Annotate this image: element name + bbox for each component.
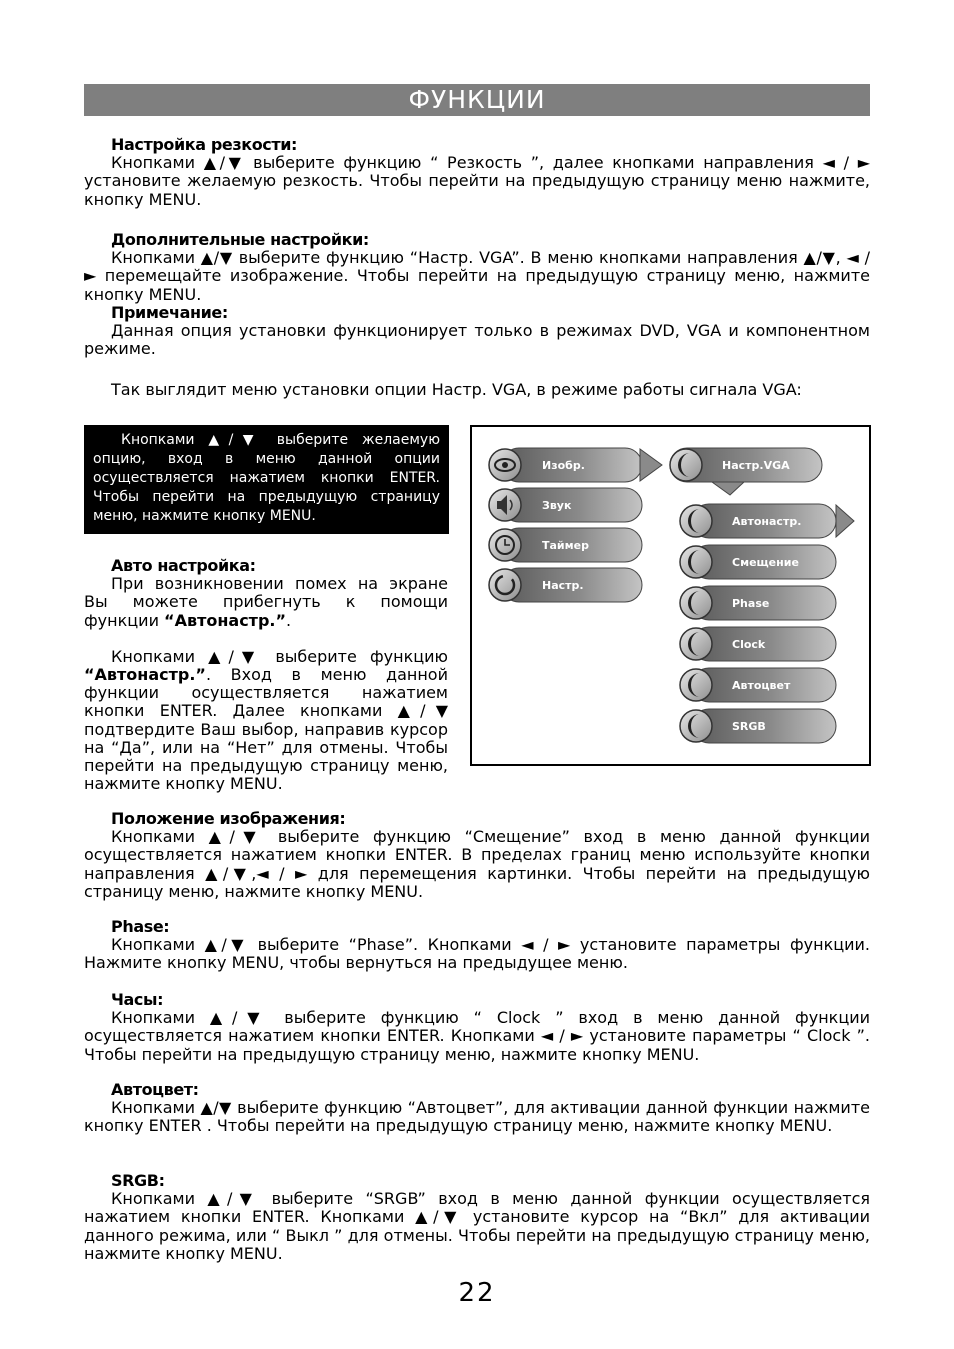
- text-run: . Вход в меню данной функции осуществляется нажатием кнопки ENTER. Далее кнопками ▲/▼ подтвердите Ваш выбор, направив курсор на “Да”, или на “Нет” для отмены. Чтобы перейти на предыдущую страницу меню, нажмите кнопку MENU.: [84, 665, 448, 794]
- osd-menu-illustration: [470, 425, 871, 766]
- menu-right-label: SRGB: [732, 720, 766, 733]
- section-phase: [84, 918, 870, 973]
- note-text: Данная опция установки функционирует только в режимах DVD, VGA и компонентном режиме.: [84, 321, 870, 359]
- menu-left-label: Изобр.: [542, 459, 585, 472]
- section-text: Кнопками ▲/▼ выберите функцию “Автоцвет”, для активации данной функции нажмите кнопку ENTER . Чтобы перейти на предыдущую страницу меню, нажмите кнопку MENU.: [84, 1098, 870, 1136]
- section-auto-setup: [84, 557, 448, 793]
- section-heading: SRGB:: [111, 1171, 165, 1190]
- bold-term: “Автонастр.”: [84, 665, 206, 685]
- menu-left-label: Таймер: [542, 539, 589, 552]
- arrow-right-icon: [836, 505, 854, 537]
- menu-right-item-4: [680, 627, 836, 661]
- section-text: [84, 648, 448, 794]
- section-srgb: [84, 1172, 870, 1263]
- osd-menu-svg: [472, 427, 869, 764]
- section-heading: Авто настройка:: [111, 556, 256, 575]
- text-run: Кнопками ▲/▼ выберите функцию: [111, 646, 448, 666]
- arrow-down-icon: [712, 482, 744, 495]
- section-heading: Дополнительные настройки:: [111, 230, 369, 249]
- section-heading: Часы:: [111, 990, 164, 1009]
- section-text: Кнопками ▲/▼ выберите функцию “Смещение” вход в меню данной функции осуществляется нажатием кнопки ENTER. В пределах границ меню используйте кнопки направления ▲/▼,◄ / ► для перемещения картинки. Чтобы перейти на предыдущую страницу меню, нажмите кнопку MENU.: [84, 827, 870, 901]
- menu-right-item-5: [680, 668, 836, 702]
- menu-right-label: Автоцвет: [732, 679, 791, 692]
- menu-left-item-2: [489, 488, 642, 522]
- page-number: 22: [458, 1278, 496, 1308]
- menu-right-item-3: [680, 586, 836, 620]
- note-heading: Примечание:: [111, 302, 228, 322]
- section-text: Кнопками ▲/▼ выберите функцию “Настр. VGA”. В меню кнопками направления ▲/▼, ◄ / ► перемещайте изображение. Чтобы перейти на предыдущую страницу меню, нажмите кнопку MENU.: [84, 248, 870, 304]
- section-heading: Автоцвет:: [111, 1080, 199, 1099]
- section-heading: Phase:: [111, 917, 170, 936]
- menu-left-label: Звук: [542, 499, 572, 512]
- section-heading: Положение изображения:: [111, 809, 346, 828]
- bold-term: “Автонастр.”: [164, 610, 286, 630]
- menu-right-label: Автонастр.: [732, 515, 802, 528]
- menu-header-label: Настр.VGA: [722, 459, 790, 472]
- section-sharpness: [84, 136, 870, 209]
- section-text: Кнопками ▲/▼ выберите функцию “ Резкость ”, далее кнопками направления ◄ / ► установите желаемую резкость. Чтобы перейти на предыдущую страницу меню нажмите, кнопку MENU.: [84, 153, 870, 209]
- section-text: [84, 575, 448, 630]
- page-title: ФУНКЦИИ: [84, 84, 870, 116]
- section-heading: Настройка резкости:: [111, 135, 298, 154]
- info-box-text: Кнопками ▲/▼ выберите желаемую опцию, вход в меню данной опции осуществляется нажатием кнопки ENTER. Чтобы перейти на предыдущую страницу меню, нажмите кнопку MENU.: [93, 432, 440, 524]
- menu-right-label: Phase: [732, 597, 770, 610]
- section-text: Кнопками ▲/▼ выберите “Phase”. Кнопками ◄ / ► установите параметры функции. Нажмите кнопку MENU, чтобы вернуться на предыдущее меню.: [84, 935, 870, 973]
- section-clock: [84, 991, 870, 1064]
- section-position: [84, 810, 870, 901]
- section-extra-settings: [84, 231, 870, 358]
- settings-icon: [489, 569, 521, 601]
- menu-left-item-3: [489, 528, 642, 562]
- menu-left-label: Настр.: [542, 579, 584, 592]
- menu-right-item-2: [680, 545, 836, 579]
- arrow-right-icon: [640, 449, 662, 481]
- text-run: При возникновении помех на экране Вы можете прибегнуть к помощи функции: [84, 574, 448, 630]
- section-text: Кнопками ▲/▼ выберите функцию “ Clock ” вход в меню данной функции осуществляется нажатием кнопки ENTER. Кнопками ◄ / ► установите параметры “ Clock ”. Чтобы перейти на предыдущую страницу меню, нажмите кнопку MENU.: [84, 1008, 870, 1064]
- text-run: .: [286, 610, 292, 630]
- menu-left-item-1: [489, 448, 642, 482]
- menu-right-label: Смещение: [732, 556, 799, 569]
- section-menu-intro: [84, 381, 870, 399]
- section-text: Так выглядит меню установки опции Настр. VGA, в режиме работы сигнала VGA:: [111, 380, 802, 399]
- section-autocolor: [84, 1081, 870, 1136]
- menu-right-item-1: [680, 504, 836, 538]
- menu-right-label: Clock: [732, 638, 766, 651]
- menu-right-item-6: [680, 709, 836, 743]
- section-text: Кнопками ▲/▼ выберите “SRGB” вход в меню данной функции осуществляется нажатием кнопки ENTER. Кнопками ▲/▼ установите курсор на “Вкл” для активации данного режима, или “ Выкл ” для отмены. Чтобы перейти на предыдущую страницу меню, нажмите кнопку MENU.: [84, 1189, 870, 1263]
- menu-header-item: [670, 448, 822, 482]
- menu-left-item-4: [489, 568, 642, 602]
- info-box: [84, 425, 449, 534]
